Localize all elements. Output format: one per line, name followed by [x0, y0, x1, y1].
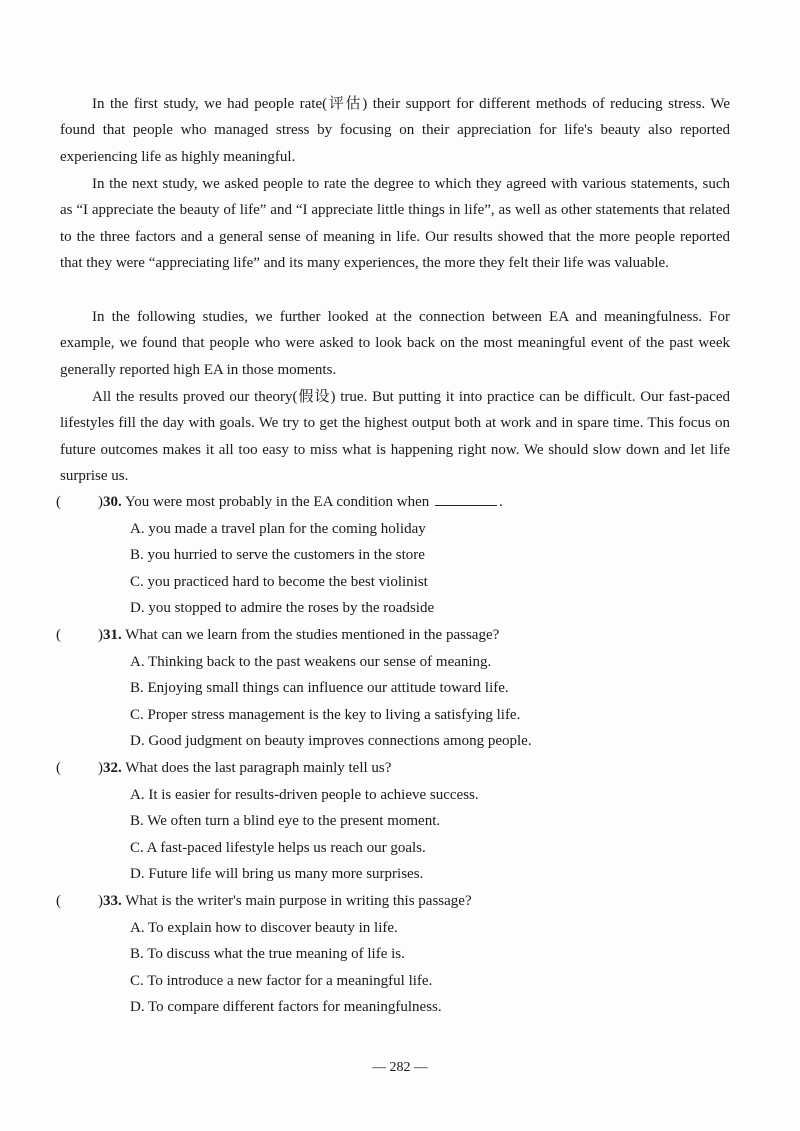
answer-paren-close: )	[98, 494, 103, 510]
question-32	[56, 755, 746, 888]
passage-paragraph: In the first study, we had people rate(评估) their support for different methods of reducing stress. We found that people who managed stress by focusing on their appreciation for life's beauty also reported experiencing life as highly meaningful.	[60, 96, 730, 165]
option-c: C. you practiced hard to become the best violinist	[130, 573, 428, 590]
option-a: A. you made a travel plan for the coming holiday	[130, 520, 426, 537]
passage-paragraph: In the next study, we asked people to rate the degree to which they agreed with various statements, such as “I appreciate the beauty of life” and “I appreciate little things in life”, as well as other statements that related to the three factors and a general sense of meaning in life. Our results showed that the more people reported that they were “appreciating life” and its many experiences, the more they felt their life was valuable.	[60, 176, 730, 272]
question-30	[56, 489, 746, 622]
answer-blank	[435, 490, 497, 506]
question-number: 30.	[103, 494, 122, 510]
option-a: A. It is easier for results-driven people to achieve success.	[130, 786, 479, 803]
question-stem	[56, 755, 746, 782]
answer-paren-open: (	[56, 627, 61, 643]
question-stem-end: .	[498, 494, 503, 510]
answer-paren-open: (	[56, 494, 61, 510]
question-stem	[56, 489, 746, 516]
option-b: B. We often turn a blind eye to the present moment.	[130, 813, 441, 830]
option-b: B. To discuss what the true meaning of life is.	[130, 946, 405, 963]
question-number: 31.	[103, 627, 122, 643]
question-text	[98, 622, 499, 649]
option-d: D. To compare different factors for meaningfulness.	[130, 999, 442, 1016]
option-d: D. Good judgment on beauty improves connections among people.	[130, 733, 532, 750]
question-stem-text: You were most probably in the EA condition when	[124, 494, 430, 510]
option-c: C. To introduce a new factor for a meaningful life.	[130, 972, 433, 989]
question-stem	[56, 888, 746, 915]
answer-paren-close: )	[98, 893, 103, 909]
question-stem-text: What does the last paragraph mainly tell us?	[125, 760, 392, 776]
option-b: B. you hurried to serve the customers in the store	[130, 547, 425, 564]
question-number: 32.	[103, 760, 122, 776]
option-c: C. Proper stress management is the key to living a satisfying life.	[130, 706, 521, 723]
answer-paren-open: (	[56, 893, 61, 909]
answer-paren-open: (	[56, 760, 61, 776]
option-c: C. A fast-paced lifestyle helps us reach our goals.	[130, 839, 426, 856]
passage-paragraph: In the following studies, we further looked at the connection between EA and meaningfulness. For example, we found that people who were asked to look back on the most meaningful event of the past week generally reported high EA in those moments.	[60, 309, 730, 378]
option-d: D. Future life will bring us many more surprises.	[130, 866, 424, 883]
option-b: B. Enjoying small things can influence our attitude toward life.	[130, 680, 509, 697]
question-text	[98, 489, 503, 516]
answer-paren-close: )	[98, 627, 103, 643]
page-number: — 282 —	[372, 1060, 428, 1075]
question-text	[98, 888, 472, 915]
option-a: A. Thinking back to the past weakens our sense of meaning.	[130, 653, 492, 670]
question-stem-text: What can we learn from the studies mentioned in the passage?	[125, 627, 500, 643]
question-number: 33.	[103, 893, 122, 909]
answer-paren-close: )	[98, 760, 103, 776]
passage-paragraph: All the results proved our theory(假设) true. But putting it into practice can be difficult. Our fast-paced lifestyles fill the day with goals. We try to get the highest output both at work and in spare time. This focus on future outcomes makes it all too easy to miss what is happening right now. We should slow down and let life surprise us.	[60, 389, 730, 485]
question-31	[56, 622, 746, 755]
option-a: A. To explain how to discover beauty in life.	[130, 919, 398, 936]
question-stem-text: What is the writer's main purpose in writing this passage?	[125, 893, 472, 909]
question-stem	[56, 622, 746, 649]
option-d: D. you stopped to admire the roses by the roadside	[130, 600, 435, 617]
question-text	[98, 755, 391, 782]
question-33	[56, 888, 746, 1021]
